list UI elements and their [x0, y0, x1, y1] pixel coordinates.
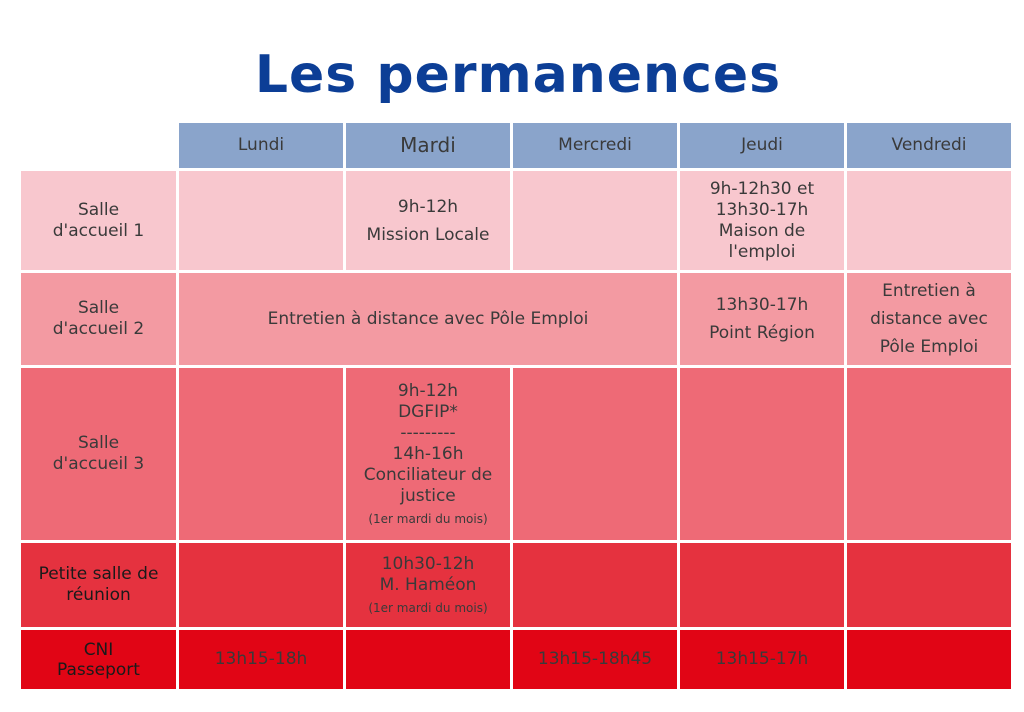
cell-vendredi — [847, 543, 1011, 627]
row-petite-salle — [21, 543, 1011, 627]
cell-line: 13h15-18h45 — [537, 649, 653, 669]
cell-lundi — [179, 543, 343, 627]
cell-line: M. Haméon — [379, 575, 477, 595]
page-title: Les permanences — [254, 45, 782, 105]
cell-vendredi — [847, 368, 1011, 540]
cell-line: Conciliateur de — [363, 465, 493, 485]
row-label-line: d'accueil 2 — [52, 319, 145, 339]
cell-mercredi — [513, 368, 677, 540]
row-label — [21, 368, 176, 540]
row-label-line: CNI — [83, 639, 114, 660]
cell-mardi — [346, 630, 510, 689]
cell-line: 13h30-17h — [715, 199, 809, 220]
day-header-mardi: Mardi — [346, 123, 510, 168]
cell-line: 14h-16h — [392, 444, 464, 464]
cell-lundi-mercredi — [179, 273, 677, 365]
cell-line: Entretien à — [882, 281, 976, 301]
cell-separator: --------- — [400, 423, 456, 443]
cell-jeudi — [680, 273, 844, 365]
row-label — [21, 273, 176, 365]
row-label-line: d'accueil 1 — [52, 220, 145, 241]
cell-line: 9h-12h — [397, 381, 459, 401]
cell-mercredi — [513, 171, 677, 270]
cell-mardi — [346, 543, 510, 627]
day-header-mercredi: Mercredi — [513, 123, 677, 168]
schedule-table — [18, 120, 1014, 692]
corner-cell — [21, 123, 176, 168]
cell-line: 13h15-18h — [214, 649, 308, 669]
cell-vendredi — [847, 273, 1011, 365]
row-cni-passeport — [21, 630, 1011, 689]
row-label-line: Passeport — [57, 659, 140, 680]
cell-vendredi — [847, 630, 1011, 689]
cell-jeudi — [680, 171, 844, 270]
cell-line: l'emploi — [728, 241, 796, 262]
cell-line: justice — [400, 486, 456, 506]
row-label-line: Salle — [77, 433, 120, 453]
cell-line: 13h15-17h — [715, 649, 809, 669]
cell-mardi — [346, 171, 510, 270]
row-label-line: Salle — [77, 199, 120, 220]
cell-mardi — [346, 368, 510, 540]
cell-jeudi — [680, 368, 844, 540]
cell-line: DGFIP* — [398, 402, 458, 422]
cell-lundi — [179, 630, 343, 689]
cell-line: 10h30-12h — [381, 554, 475, 574]
cell-note: (1er mardi du mois) — [368, 512, 488, 526]
row-label-line: Petite salle de — [38, 564, 159, 584]
cell-line: Mission Locale — [366, 224, 490, 245]
row-label — [21, 171, 176, 270]
row-label-line: réunion — [66, 585, 131, 605]
header-row — [21, 123, 1011, 168]
cell-lundi — [179, 368, 343, 540]
cell-mercredi — [513, 630, 677, 689]
day-header-jeudi: Jeudi — [680, 123, 844, 168]
row-label — [21, 543, 176, 627]
cell-line: Pôle Emploi — [879, 337, 979, 357]
row-label-line: Salle — [77, 298, 120, 318]
day-header-vendredi: Vendredi — [847, 123, 1011, 168]
cell-lundi — [179, 171, 343, 270]
cell-note: (1er mardi du mois) — [368, 601, 488, 615]
cell-jeudi — [680, 543, 844, 627]
row-salle-accueil-3 — [21, 368, 1011, 540]
row-label — [21, 630, 176, 689]
row-label-line: d'accueil 3 — [52, 454, 145, 474]
cell-jeudi — [680, 630, 844, 689]
row-salle-accueil-2 — [21, 273, 1011, 365]
cell-mercredi — [513, 543, 677, 627]
cell-line: 9h-12h — [397, 196, 459, 217]
row-salle-accueil-1 — [21, 171, 1011, 270]
cell-vendredi — [847, 171, 1011, 270]
day-header-lundi: Lundi — [179, 123, 343, 168]
cell-line: 13h30-17h — [715, 295, 809, 315]
cell-line: Point Région — [709, 323, 815, 343]
cell-line: Maison de — [718, 220, 806, 241]
cell-line: Entretien à distance avec Pôle Emploi — [267, 308, 589, 329]
cell-line: 9h-12h30 et — [709, 178, 815, 199]
cell-line: distance avec — [870, 309, 988, 329]
